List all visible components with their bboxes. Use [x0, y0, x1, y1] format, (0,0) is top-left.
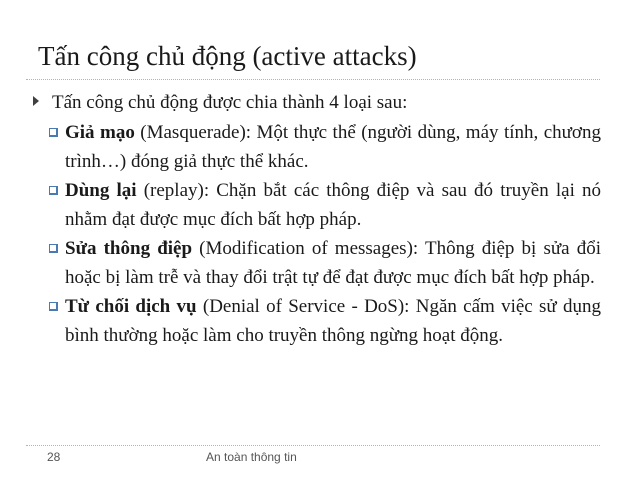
item-text: (Denial of Service - DoS): Ngăn cấm việc sử dụng bình thường hoặc làm cho truyền thông ngừng hoạt động.	[65, 296, 601, 346]
list-item-dos	[47, 293, 601, 350]
item-text: (replay): Chặn bắt các thông điệp và sau đó truyền lại nó nhằm đạt được mục đích bất hợp pháp.	[65, 180, 601, 230]
footer-course-title: An toàn thông tin	[206, 450, 297, 464]
item-term: Giả mạo	[65, 122, 135, 143]
slide-title: Tấn công chủ động (active attacks)	[38, 41, 417, 71]
triangle-bullet-icon	[33, 96, 39, 106]
item-term: Từ chối dịch vụ	[65, 296, 197, 317]
list-item-modification	[47, 235, 601, 292]
checkbox-bullet-icon	[49, 244, 58, 253]
item-text: (Modification of messages): Thông điệp bị sửa đổi hoặc bị làm trễ và thay đổi trật tự để đạt được mục đích bất hợp pháp.	[65, 238, 601, 288]
page-number: 28	[47, 450, 61, 464]
title-divider	[26, 79, 600, 80]
item-text: (Masquerade): Một thực thể (người dùng, máy tính, chương trình…) đóng giả thực thể khác.	[65, 122, 601, 172]
checkbox-bullet-icon	[49, 302, 58, 311]
footer-divider	[26, 445, 600, 446]
item-term: Dùng lại	[65, 180, 137, 201]
checkbox-bullet-icon	[49, 186, 58, 195]
attack-list	[47, 119, 601, 351]
list-item-replay	[47, 177, 601, 234]
list-item-masquerade	[47, 119, 601, 176]
item-term: Sửa thông điệp	[65, 238, 193, 259]
intro-line	[33, 89, 407, 117]
checkbox-bullet-icon	[49, 128, 58, 137]
intro-text: Tấn công chủ động được chia thành 4 loại sau:	[52, 92, 408, 113]
